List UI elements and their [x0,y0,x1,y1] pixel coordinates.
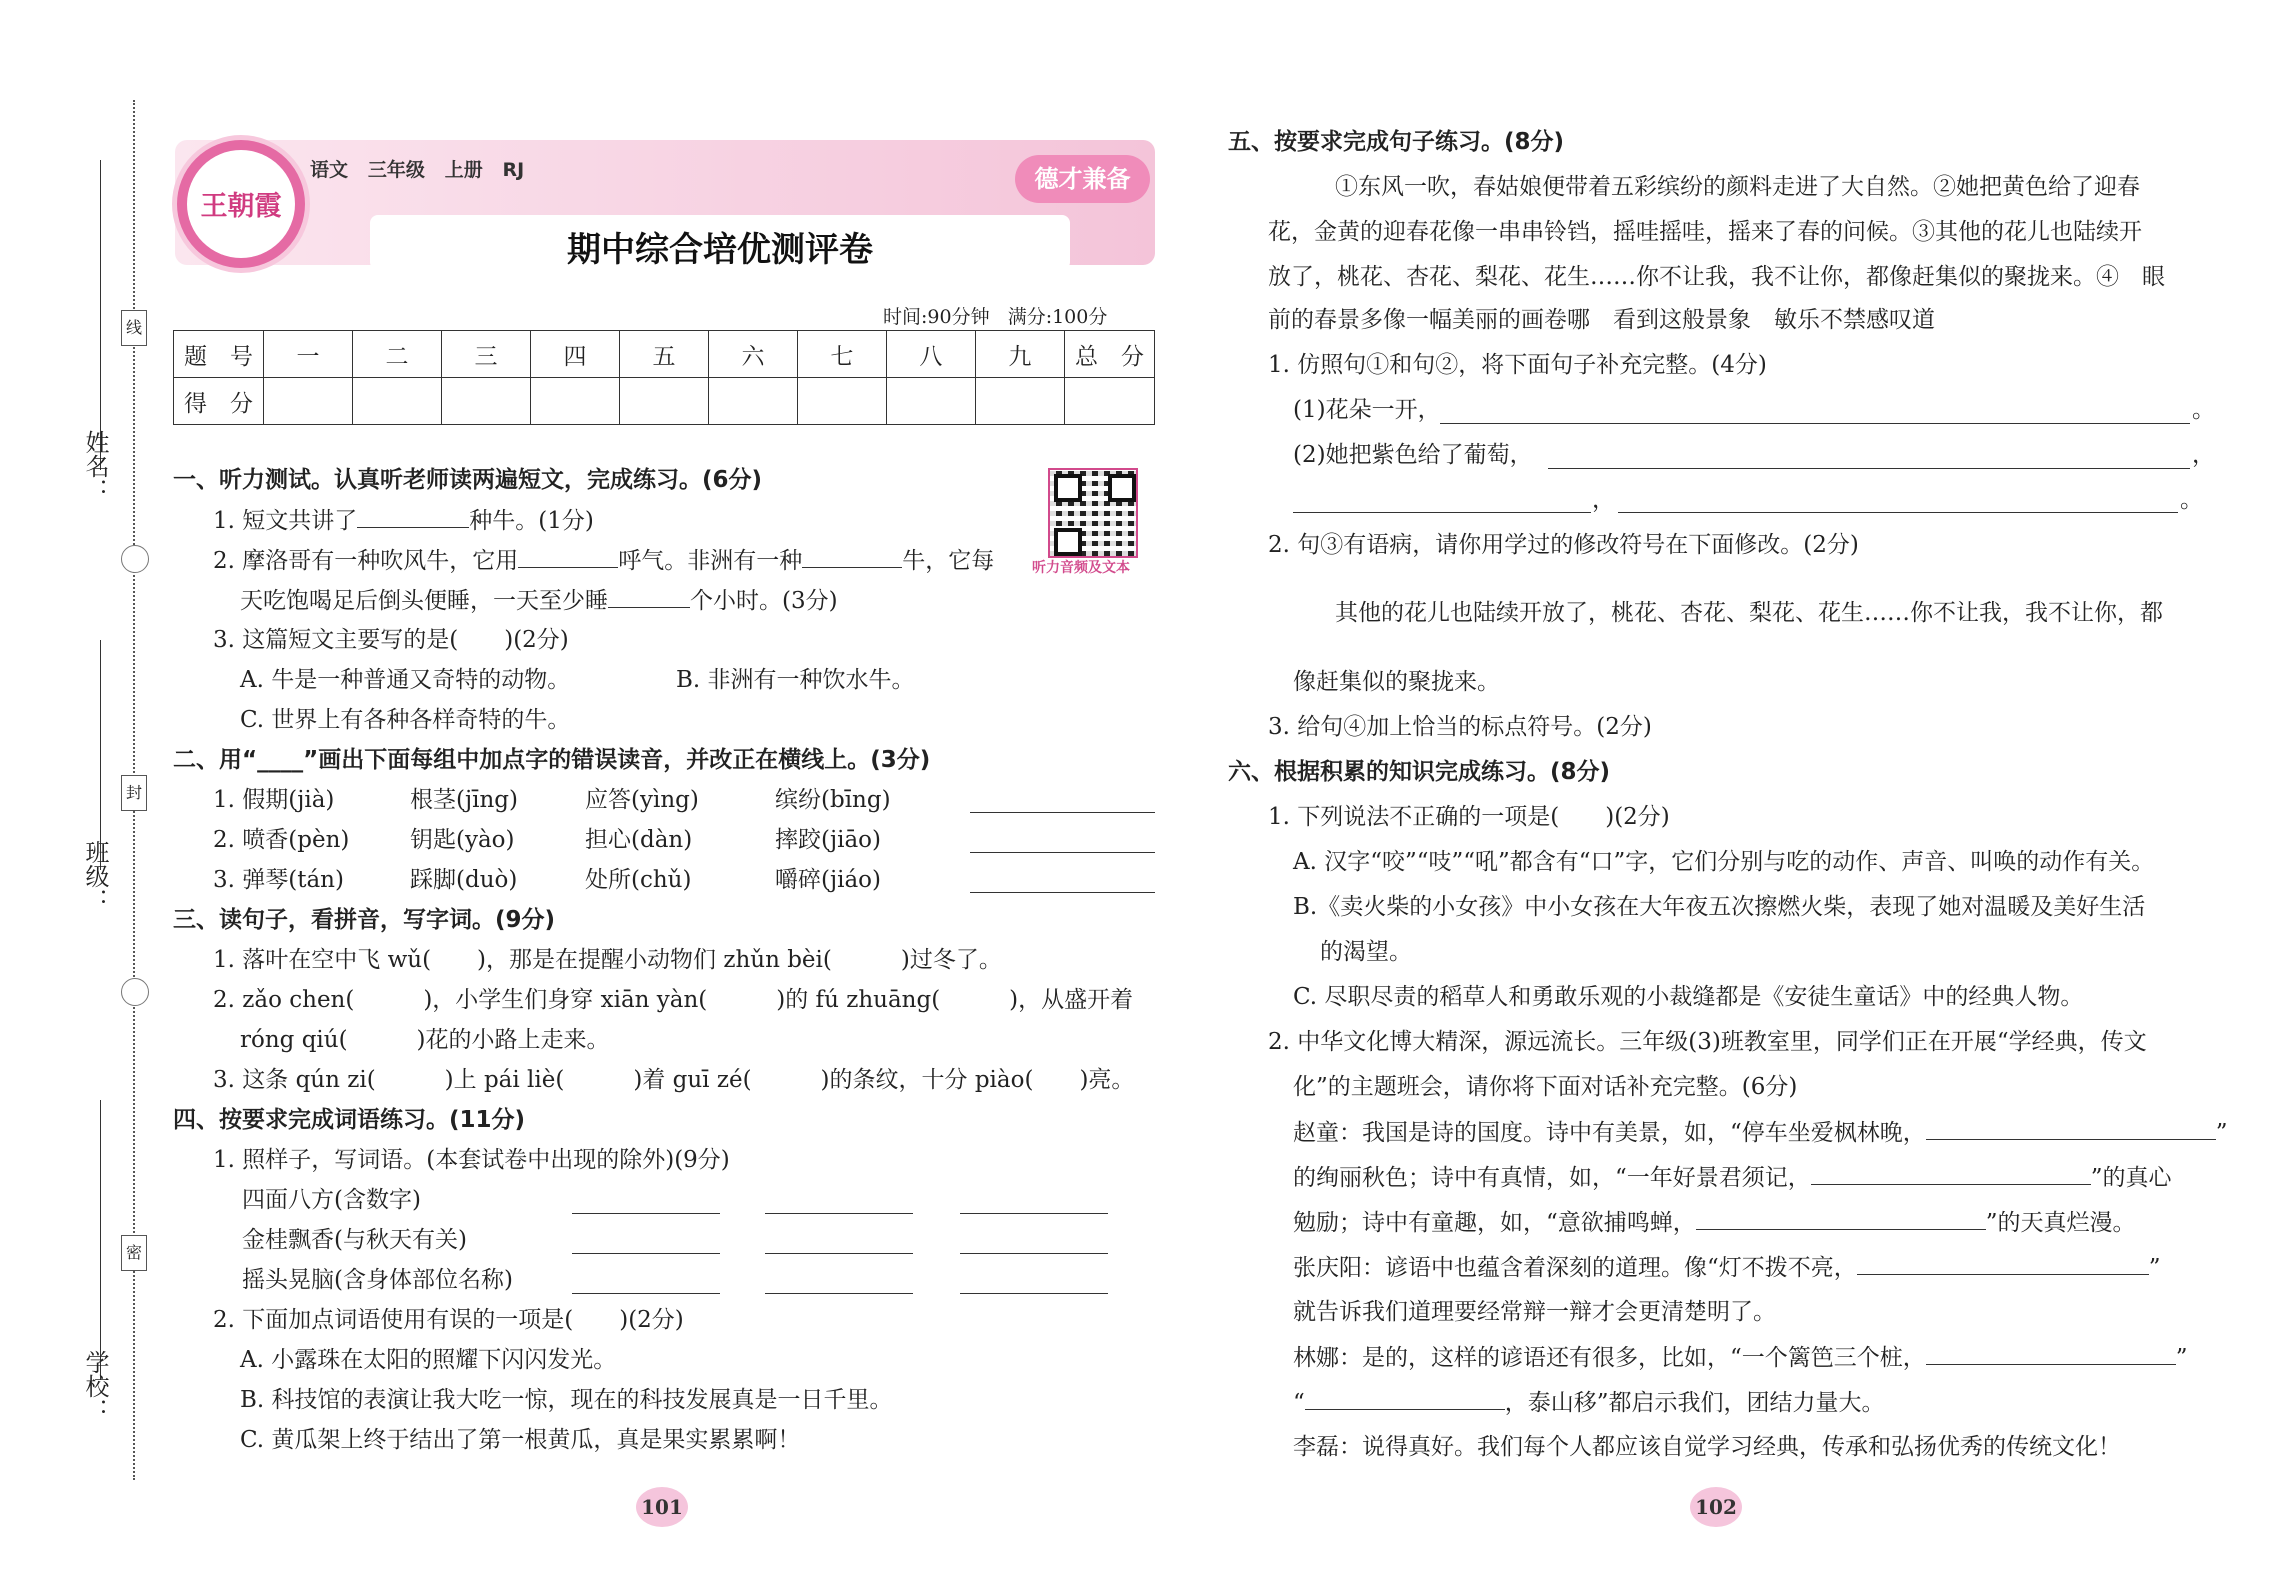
s3-q1: 1. 落叶在空中飞 wǔ( )，那是在提醒小动物们 zhǔn bèi( )过冬了。 [213,947,1002,973]
s5-q3: 3. 给句④加上恰当的标点符号。(2分) [1268,714,1652,740]
s3-q3: 3. 这条 qún zi( )上 pái liè( )着 guī zé( )的条纹，十分 piào( )亮。 [213,1067,1135,1093]
time-info: 时间:90分钟 满分:100分 [883,306,1108,328]
score-cell[interactable] [708,378,797,425]
s2-row1-b: 根茎(jīng) [410,787,518,813]
s4-q2-option-a: A. 小露珠在太阳的照耀下闪闪发光。 [240,1347,617,1373]
s1-q1: 1. 短文共讲了 种牛。(1分) [213,505,594,536]
name-line [100,160,101,470]
class-label: 班级： [81,840,109,912]
s4-q2-option-c: C. 黄瓜架上终于结出了第一根黄瓜，真是果实累累啊！ [240,1427,801,1453]
dialogue-line-4: 张庆阳：谚语中也蕴含着深刻的道理。像“灯不拨不亮， ” [1293,1252,2161,1283]
s6-q1: 1. 下列说法不正确的一项是( )(2分) [1268,804,1670,830]
s5-answer-line[interactable] [1440,423,2190,424]
score-cell[interactable] [619,378,708,425]
s5-q1-2-mid-comma: ， [1592,487,1615,513]
s5-q2-sentence-1: 其他的花儿也陆续开放了，桃花、杏花、梨花、花生……你不让我，我不让你，都 [1335,600,2163,626]
score-head: 八 [886,331,975,378]
s2-row2-c: 担心(dàn) [585,827,693,853]
s4-q2: 2. 下面加点词语使用有误的一项是( )(2分) [213,1307,684,1333]
score-head: 六 [708,331,797,378]
qr-code-icon[interactable] [1048,468,1138,558]
s3-q2-cont: róng qiú( )花的小路上走来。 [240,1027,610,1053]
s4-q1-item-2: 金桂飘香(与秋天有关) [242,1227,467,1253]
score-head: 四 [530,331,619,378]
s5-q1-1: (1)花朵一开， [1293,397,1441,423]
brand-logo [172,135,310,273]
dialogue-line-8: 李磊：说得真好。我们每个人都应该自觉学习经典，传承和弘扬优秀的传统文化！ [1293,1434,2121,1460]
score-head: 二 [353,331,442,378]
score-head: 一 [264,331,353,378]
word-answer-line[interactable] [765,1293,913,1294]
s3-q2: 2. zǎo chen( )，小学生们身穿 xiān yàn( )的 fú zhuāng( )，从盛开着 [213,987,1134,1013]
s2-row1-a: 1. 假期(jià) [213,787,335,813]
score-head: 七 [797,331,886,378]
header-meta: 语文 三年级 上册 RJ [310,159,525,181]
score-table [173,330,1155,425]
logo-text: 王朝霞 [200,191,282,222]
score-cell[interactable] [975,378,1064,425]
badge: 德才兼备 [1015,155,1150,203]
section-6-title: 六、根据积累的知识完成练习。(8分) [1228,759,1611,785]
s1-q3-option-c: C. 世界上有各种各样奇特的牛。 [240,707,571,733]
s5-answer-line[interactable] [1618,512,2178,513]
dialogue-line-5: 就告诉我们道理要经常辩一辩才会更清楚明了。 [1293,1299,1776,1325]
s5-passage-line-2: 花，金黄的迎春花像一串串铃铛，摇哇摇哇，摇来了春的问候。③其他的花儿也陆续开 [1268,219,2142,245]
word-answer-line[interactable] [765,1253,913,1254]
score-cell[interactable] [353,378,442,425]
s2-answer-line[interactable] [970,812,1155,813]
score-cell[interactable] [530,378,619,425]
s5-passage-line-1: ①东风一吹，春姑娘便带着五彩缤纷的颜料走进了大自然。②她把黄色给了迎春 [1335,174,2140,200]
s6-q2: 2. 中华文化博大精深，源远流长。三年级(3)班教室里，同学们正在开展“学经典，传文 [1268,1029,2147,1055]
word-answer-line[interactable] [765,1213,913,1214]
s6-q1-option-c: C. 尽职尽责的稻草人和勇敢乐观的小裁缝都是《安徒生童话》中的经典人物。 [1293,984,2084,1010]
s6-q1-option-b-cont: 的渴望。 [1320,939,1412,965]
word-answer-line[interactable] [960,1213,1108,1214]
score-cell[interactable] [442,378,531,425]
score-head-total: 总 分 [1064,331,1154,378]
score-row-label: 得 分 [174,378,264,425]
word-answer-line[interactable] [960,1253,1108,1254]
seal-mark-3: 密 [121,1235,147,1271]
dialogue-line-7: “ ，泰山移”都启示我们，团结力量大。 [1293,1387,1885,1418]
s5-q2: 2. 句③有语病，请你用学过的修改符号在下面修改。(2分) [1268,532,1859,558]
s5-q1-2-end: 。 [2180,487,2203,513]
s5-q1-2-comma: ， [2192,442,2215,468]
s5-passage-line-3: 放了，桃花、杏花、梨花、花生……你不让我，我不让你，都像赶集似的聚拢来。④ 眼 [1268,264,2165,290]
score-head-label: 题 号 [174,331,264,378]
qr-caption: 听力音频及文本 [1032,560,1130,576]
word-answer-line[interactable] [572,1253,720,1254]
s2-row1-c: 应答(yìng) [585,787,699,813]
score-cell[interactable] [264,378,353,425]
dialogue-line-2: 的绚丽秋色；诗中有真情，如，“一年好景君须记， ”的真心 [1293,1162,2172,1193]
s2-row1-d: 缤纷(bīng) [775,787,891,813]
word-answer-line[interactable] [960,1293,1108,1294]
dialogue-line-3: 勉励；诗中有童趣，如，“意欲捕鸣蝉， ”的天真烂漫。 [1293,1207,2136,1238]
s5-q1-1-end: 。 [2192,397,2215,423]
s6-q2-cont: 化”的主题班会，请你将下面对话补充完整。(6分) [1293,1074,1798,1100]
school-line [100,1100,101,1380]
s5-q2-sentence-2: 像赶集似的聚拢来。 [1293,669,1500,695]
s2-row2-b: 钥匙(yào) [410,827,515,853]
score-head: 九 [975,331,1064,378]
s2-row3-b: 踩脚(duò) [410,867,518,893]
s5-passage-line-4: 前的春景多像一幅美丽的画卷哪 看到这般景象 敏乐不禁感叹道 [1268,307,1935,333]
score-cell[interactable] [1064,378,1154,425]
score-head: 五 [619,331,708,378]
s6-q1-option-a: A. 汉字“咬”“吱”“吼”都含有“口”字，它们分别与吃的动作、声音、叫唤的动作有关。 [1293,849,2155,875]
s5-answer-line[interactable] [1548,468,2190,469]
school-label: 学校： [81,1350,109,1422]
s2-answer-line[interactable] [970,852,1155,853]
s1-q3-option-b: B. 非洲有一种饮水牛。 [676,667,915,693]
s2-row3-a: 3. 弹琴(tán) [213,867,344,893]
score-head: 三 [442,331,531,378]
page-number-right: 102 [1690,1487,1742,1527]
section-5-title: 五、按要求完成句子练习。(8分) [1228,129,1565,155]
s1-q2-cont: 天吃饱喝足后倒头便睡，一天至少睡 个小时。(3分) [240,585,838,616]
s4-q2-option-b: B. 科技馆的表演让我大吃一惊，现在的科技发展真是一日千里。 [240,1387,893,1413]
section-2-title: 二、用“____”画出下面每组中加点字的错误读音，并改正在横线上。(3分) [173,747,931,773]
s5-q1: 1. 仿照句①和句②，将下面句子补充完整。(4分) [1268,352,1767,378]
dialogue-line-1: 赵童：我国是诗的国度。诗中有美景，如，“停车坐爱枫林晚， ” [1293,1117,2228,1148]
page-number-left: 101 [636,1487,688,1527]
word-answer-line[interactable] [572,1293,720,1294]
s5-answer-line[interactable] [1293,512,1591,513]
class-line [100,640,101,870]
section-1-title: 一、听力测试。认真听老师读两遍短文，完成练习。(6分) [173,467,763,493]
s4-q1-item-1: 四面八方(含数字) [242,1187,421,1213]
section-3-title: 三、读句子，看拼音，写字词。(9分) [173,907,556,933]
score-cell[interactable] [797,378,886,425]
seal-mark-1: 线 [121,310,147,346]
name-label: 姓名： [81,430,109,502]
dialogue-line-6: 林娜：是的，这样的谚语还有很多，比如，“一个篱笆三个桩， ” [1293,1342,2188,1373]
score-cell[interactable] [886,378,975,425]
binding-hole-icon [121,978,149,1006]
binding-hole-icon [121,545,149,573]
s2-row3-d: 嚼碎(jiáo) [775,867,881,893]
s4-q1: 1. 照样子，写词语。(本套试卷中出现的除外)(9分) [213,1147,730,1173]
s1-q2: 2. 摩洛哥有一种吹风牛，它用 呼气。非洲有一种 牛，它每 [213,545,994,576]
section-4-title: 四、按要求完成词语练习。(11分) [173,1107,526,1133]
s2-row3-c: 处所(chǔ) [585,867,692,893]
s4-q1-item-3: 摇头晃脑(含身体部位名称) [242,1267,513,1293]
word-answer-line[interactable] [572,1213,720,1214]
s1-q3: 3. 这篇短文主要写的是( )(2分) [213,627,569,653]
page-title: 期中综合培优测评卷 [567,230,873,270]
s2-row2-d: 摔跤(jiāo) [775,827,881,853]
s1-q3-option-a: A. 牛是一种普通又奇特的动物。 [240,667,571,693]
s2-row2-a: 2. 喷香(pèn) [213,827,350,853]
s5-q1-2: (2)她把紫色给了葡萄， [1293,442,1533,468]
seal-mark-2: 封 [121,775,147,811]
s2-answer-line[interactable] [970,892,1155,893]
s6-q1-option-b: B.《卖火柴的小女孩》中小女孩在大年夜五次擦燃火柴，表现了她对温暖及美好生活 [1293,894,2146,920]
